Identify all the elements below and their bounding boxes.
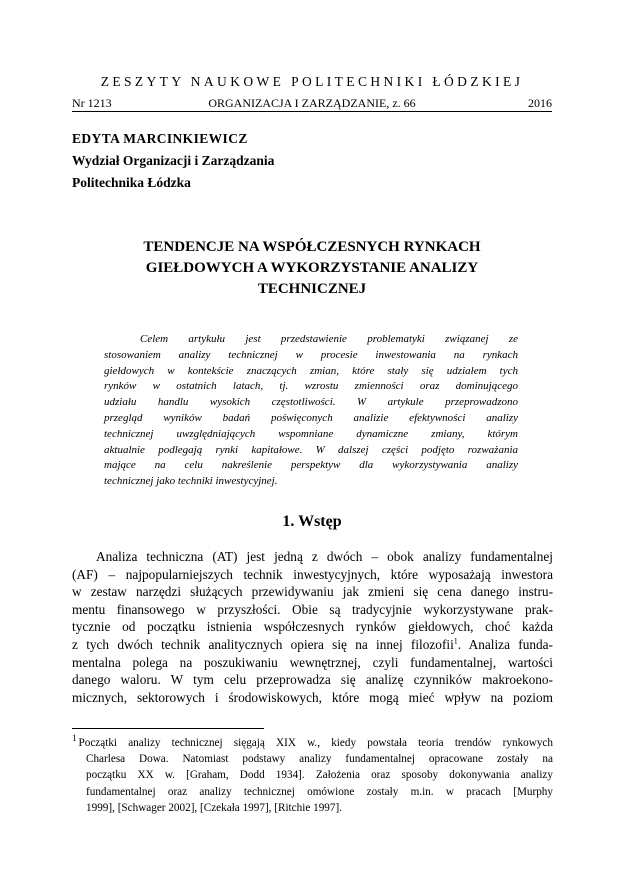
author-university: Politechnika Łódzka bbox=[72, 175, 191, 190]
abstract-line: stosowaniem analizy technicznej w procesie inwestowania na rynkach bbox=[104, 348, 518, 361]
issue-series: ORGANIZACJA I ZARZĄDZANIE, z. 66 bbox=[208, 96, 416, 110]
abstract-line: aktualnie podlegają rynki kapitałowe. W dalszej części podjęto rozważania bbox=[104, 443, 518, 456]
abstract-line: technicznej jako techniki inwestycyjnej. bbox=[104, 475, 278, 488]
issue-number: Nr 1213 bbox=[72, 96, 112, 110]
abstract-line: technicznej uwzględniających wspomniane dynamiczne zmiany, którym bbox=[104, 427, 518, 440]
body-text bbox=[72, 548, 553, 706]
title-line: TENDENCJE NA WSPÓŁCZESNYCH RYNKACH bbox=[143, 239, 481, 255]
abstract-line: mające na celu nakreślenie perspektyw dla wykorzystywania analizy bbox=[104, 459, 518, 472]
footnote-line: początku XX w. [Graham, Dodd 1934]. Założenia oraz sposoby dokonywania analizy bbox=[86, 769, 553, 782]
author-name: EDYTA MARCINKIEWICZ bbox=[72, 131, 248, 146]
body-line-with-footnote bbox=[72, 636, 553, 654]
footnote-line bbox=[72, 735, 553, 751]
footnote-line-text: Początki analizy technicznej sięgają XIX w., kiedy powstała teoria trendów rynkowych bbox=[78, 737, 553, 749]
footnote-line: fundamentalnej oraz analizy technicznej omówione zostały m.in. w pracach [Murphy bbox=[86, 785, 553, 798]
author-block bbox=[72, 128, 274, 194]
title-line: TECHNICZNEJ bbox=[257, 281, 367, 297]
abstract-line: udziału handlu wysokich częstotliwości. W artykule przeprowadzono bbox=[104, 396, 518, 409]
abstract-line: Celem artykułu jest przedstawienie problematyki związanej ze bbox=[140, 333, 518, 345]
footnote-reference[interactable]: 1 bbox=[453, 636, 458, 646]
body-line: mentalna polega na poszukiwaniu wewnętrznej, czyli fundamentalnej, wartości bbox=[72, 654, 553, 670]
footnote bbox=[72, 735, 553, 816]
footnote-mark: 1 bbox=[72, 733, 77, 744]
body-line: danego waloru. W tym celu przeprowadza się analizę czynników makroekono- bbox=[72, 672, 553, 688]
article-title bbox=[72, 237, 552, 300]
body-line-text: z tych dwóch technik analitycznych opiera się na innej filozofii bbox=[72, 636, 454, 652]
footnote-line: Charlesa Dowa. Natomiast podstawy analizy fundamentalnej opracowane zostały na bbox=[86, 753, 553, 766]
abstract-line: giełdowych w kontekście znaczących zmian, które stały się udziałem tych bbox=[104, 364, 518, 377]
journal-title: ZESZYTY NAUKOWE POLITECHNIKI ŁÓDZKIEJ bbox=[100, 74, 524, 89]
body-line: (AF) – najpopularniejszych technik inwestycyjnych, które wyposażają inwestora bbox=[72, 566, 553, 582]
footnote-rule bbox=[72, 728, 264, 729]
issue-meta bbox=[72, 96, 552, 110]
footnote-line: 1999], [Schwager 2002], [Czekała 1997], [Ritchie 1997]. bbox=[86, 801, 342, 814]
title-line: GIEŁDOWYCH A WYKORZYSTANIE ANALIZY bbox=[145, 260, 479, 276]
body-line: Analiza techniczna (AT) jest jedną z dwóch – obok analizy fundamentalnej bbox=[96, 549, 553, 564]
abstract bbox=[104, 332, 518, 490]
author-department: Wydział Organizacji i Zarządzania bbox=[72, 153, 275, 168]
body-line: mentu finansowego w przyszłości. Obie są tradycyjnie wykorzystywane prak- bbox=[72, 601, 553, 617]
header-rule bbox=[72, 111, 552, 112]
abstract-line: przegląd wyników badań poświęconych analizie efektywności analizy bbox=[104, 411, 518, 424]
body-line-tail: . Analiza funda- bbox=[457, 636, 553, 652]
body-line: tycznie od początku istnienia współczesnych rynków giełdowych, choć każda bbox=[72, 619, 553, 635]
body-line: w zestaw narzędzi służących przewidywaniu jak zmieni się cena danego instru- bbox=[72, 584, 553, 600]
section-heading: 1. Wstęp bbox=[282, 513, 342, 530]
issue-year: 2016 bbox=[528, 96, 552, 110]
body-line: micznych, sektorowych i środowiskowych, które mogą mieć wpływ na poziom bbox=[72, 689, 553, 705]
abstract-line: rynków w ostatnich latach, tj. wzrostu zmienności oraz dominującego bbox=[104, 380, 518, 393]
